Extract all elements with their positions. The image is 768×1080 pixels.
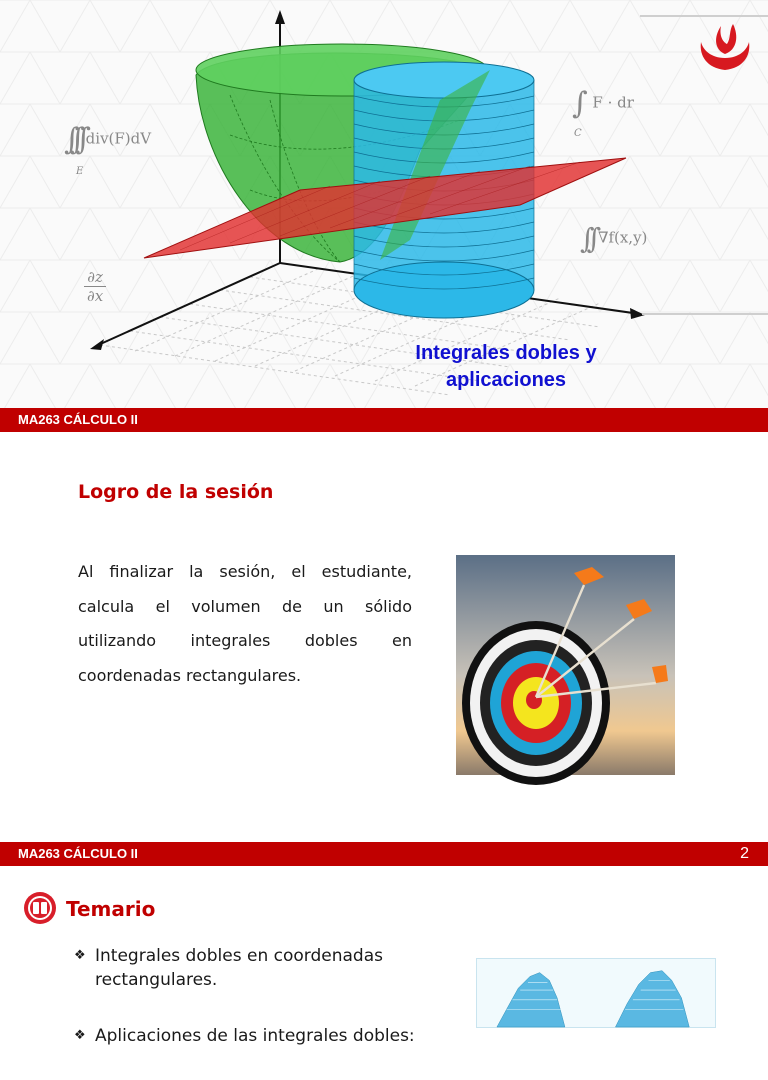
diamond-bullet-icon: ❖	[74, 948, 86, 963]
course-label: MA263 CÁLCULO II	[18, 846, 138, 861]
university-logo	[697, 20, 753, 72]
double-integral-body: ∇f(x,y)	[597, 228, 648, 247]
line-integral-curve: C	[574, 128, 582, 139]
surface-volume-image	[476, 958, 716, 1028]
book-icon	[23, 891, 57, 925]
target-icon	[462, 621, 610, 785]
decorative-rule	[640, 15, 768, 17]
line-integral-formula	[572, 86, 634, 139]
agenda-item-text: Integrales dobles en coordenadas rectangulares.	[95, 946, 383, 990]
list-item	[74, 1024, 464, 1048]
integral-icon: ∫	[572, 86, 588, 121]
triple-integral-region: E	[76, 166, 84, 177]
session-goal-heading: Logro de la sesión	[78, 481, 274, 503]
agenda-item-text: Aplicaciones de las integrales dobles:	[95, 1026, 415, 1046]
agenda-heading: Temario	[66, 897, 156, 921]
title-slide	[0, 0, 768, 408]
3d-illustration	[0, 0, 768, 408]
archery-target-image	[456, 555, 675, 775]
triple-integral-icon: ∫∫∫	[64, 122, 81, 157]
double-integral-formula	[580, 222, 647, 255]
diamond-bullet-icon: ❖	[74, 1028, 86, 1043]
page-number: 2	[740, 845, 749, 862]
course-band	[0, 842, 768, 866]
course-band	[0, 408, 768, 432]
session-goal-text: Al finalizar la sesión, el estudiante, calcula el volumen de un sólido utilizando integrales dobles en coordenadas rectangulares.	[78, 562, 412, 685]
partial-derivative-formula	[84, 268, 106, 305]
triple-integral-body: div(F)dV	[85, 129, 152, 148]
partial-numerator: ∂z	[84, 268, 106, 287]
list-item	[74, 944, 464, 992]
decorative-rule	[642, 313, 768, 315]
course-label: MA263 CÁLCULO II	[18, 412, 138, 427]
partial-denominator: ∂x	[87, 287, 104, 305]
triple-integral-formula	[64, 122, 152, 177]
agenda-list	[74, 944, 464, 1080]
double-integral-icon: ∫∫	[580, 222, 594, 255]
line-integral-body: F · dr	[592, 93, 634, 112]
presentation-title: Integrales dobles y aplicaciones	[415, 342, 597, 391]
